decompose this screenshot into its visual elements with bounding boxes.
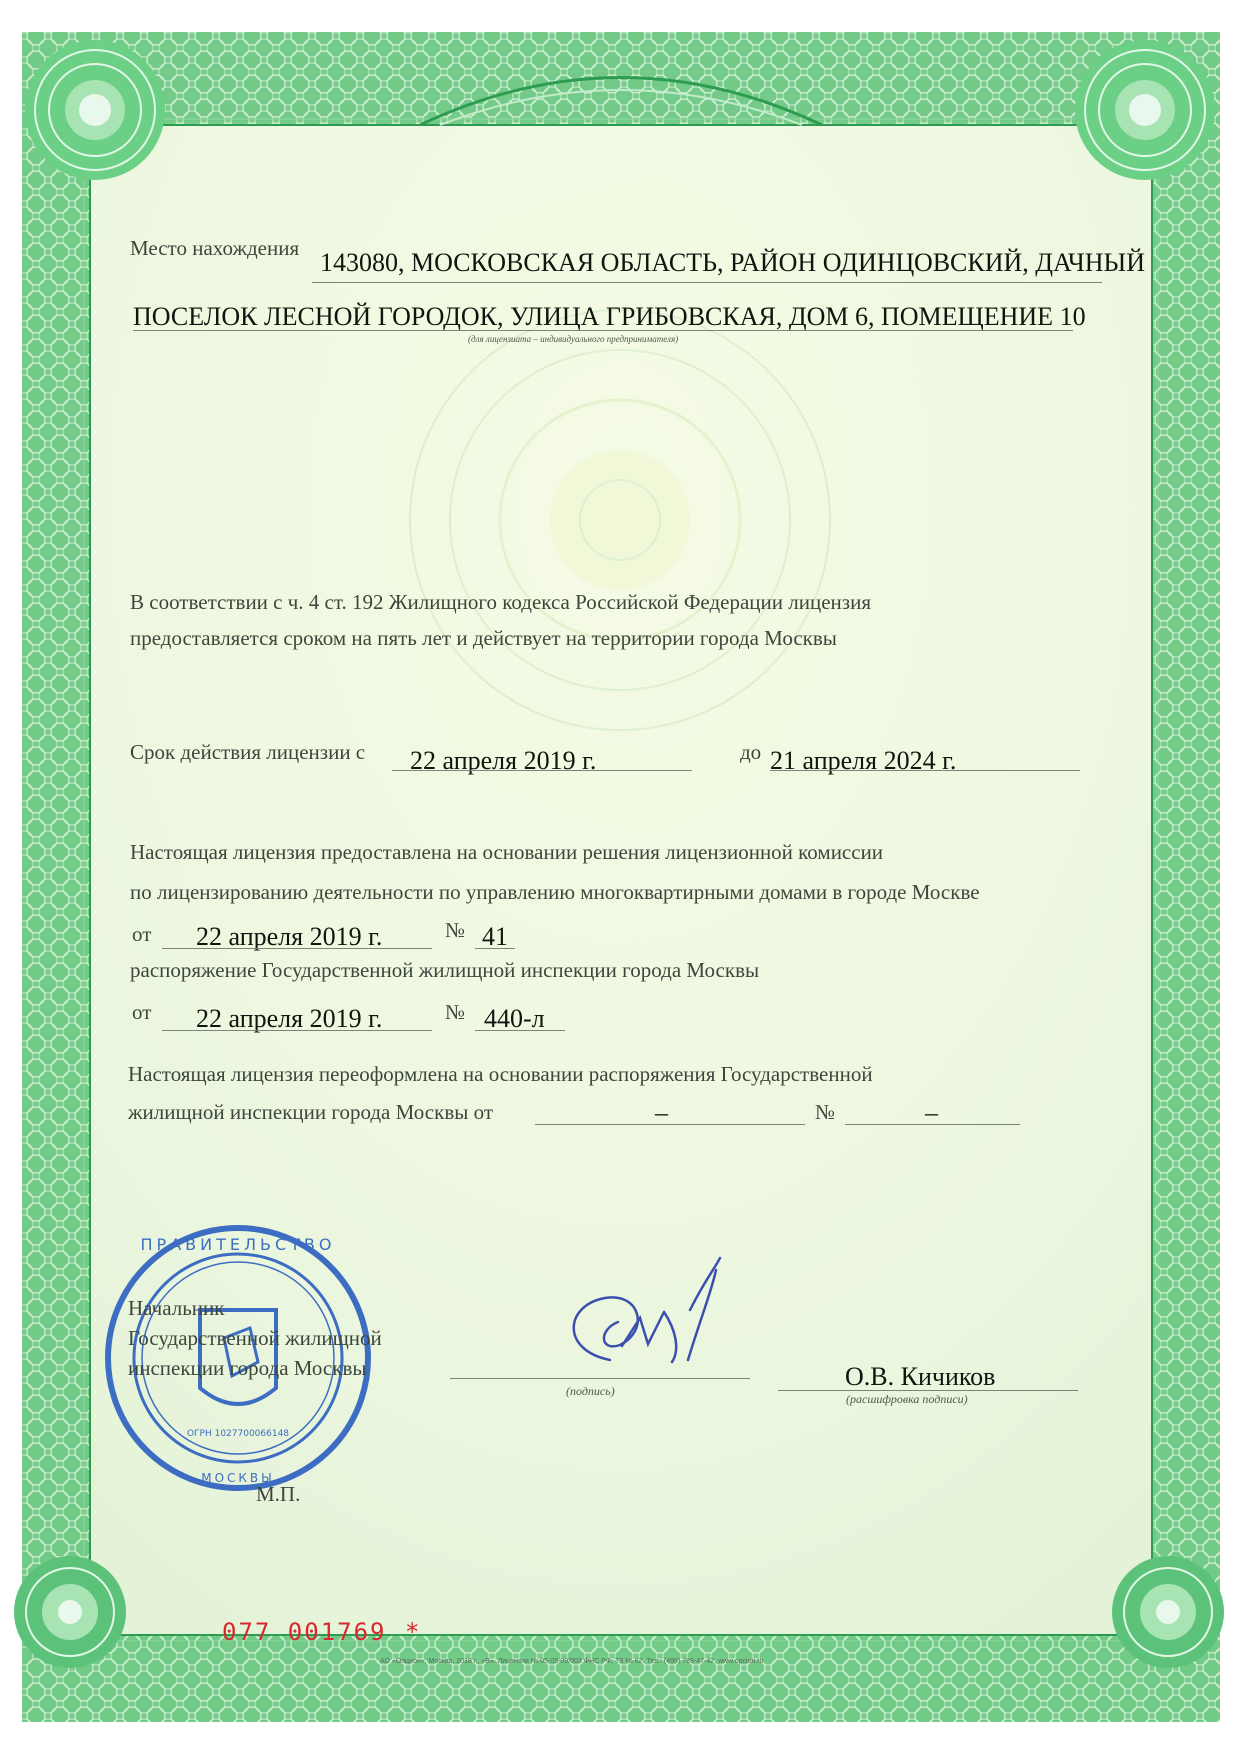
decision-date: 22 апреля 2019 г. bbox=[196, 922, 383, 951]
validity-label-to: до bbox=[740, 740, 762, 764]
border-band bbox=[22, 32, 1220, 1722]
rosette-bottom-right bbox=[1112, 1556, 1224, 1668]
address-label: Место нахождения bbox=[130, 236, 300, 260]
reissue-date: – bbox=[655, 1098, 668, 1127]
validity-from-underline bbox=[392, 770, 692, 771]
decision-line2: по лицензированию деятельности по управлению многоквартирными домами в городе Москве bbox=[130, 880, 980, 904]
order-date: 22 апреля 2019 г. bbox=[196, 1004, 383, 1033]
basis-line1: В соответствии с ч. 4 ст. 192 Жилищного кодекса Российской Федерации лицензия bbox=[130, 590, 871, 614]
signature-underline bbox=[450, 1378, 750, 1379]
validity-to-underline bbox=[770, 770, 1080, 771]
reissue-number-underline bbox=[845, 1124, 1020, 1125]
signatory-title-line1: Начальник bbox=[128, 1296, 225, 1320]
reissue-line2: жилищной инспекции города Москвы от bbox=[128, 1100, 493, 1124]
signatory-name: О.В. Кичиков bbox=[845, 1362, 996, 1391]
decision-number-underline bbox=[475, 948, 515, 949]
svg-text:МОСКВЫ: МОСКВЫ bbox=[201, 1471, 275, 1485]
signatory-name-underline bbox=[778, 1390, 1078, 1391]
decision-from-label: от bbox=[132, 922, 152, 946]
signature-hint: (подпись) bbox=[566, 1384, 615, 1398]
decision-line1: Настоящая лицензия предоставлена на основании решения лицензионной комиссии bbox=[130, 840, 884, 864]
rosette-top-left bbox=[25, 40, 165, 180]
decision-number: 41 bbox=[482, 922, 508, 951]
signatory-title-line2: Государственной жилищной bbox=[128, 1326, 382, 1350]
rosette-bottom-left bbox=[14, 1556, 126, 1668]
reissue-date-underline bbox=[535, 1124, 805, 1125]
decision-number-label: № bbox=[445, 918, 466, 942]
reissue-number: – bbox=[925, 1098, 938, 1127]
order-date-underline bbox=[162, 1030, 432, 1031]
reissue-number-label: № bbox=[815, 1100, 836, 1124]
rosette-top-right bbox=[1075, 40, 1215, 180]
address-underline-1 bbox=[312, 282, 1102, 283]
address-underline-2 bbox=[133, 330, 1073, 331]
serial-mark: * bbox=[405, 1618, 422, 1646]
stamp-label: М.П. bbox=[256, 1482, 301, 1506]
address-value-line2: ПОСЕЛОК ЛЕСНОЙ ГОРОДОК, УЛИЦА ГРИБОВСКАЯ, ДОМ 6, ПОМЕЩЕНИЕ 10 bbox=[133, 302, 1086, 331]
validity-label-from: Срок действия лицензии с bbox=[130, 740, 366, 764]
svg-text:ПРАВИТЕЛЬСТВО: ПРАВИТЕЛЬСТВО bbox=[140, 1235, 336, 1254]
validity-from-date: 22 апреля 2019 г. bbox=[410, 746, 597, 775]
order-number-label: № bbox=[445, 1000, 466, 1024]
printer-footer: АО «Опцион», Москва, 2018 г., «В». Лицензия № 05-05-09/003 ФНС РФ, ТЗ № 62. Тел.: (495) 789-47-42, www.opcion.ru bbox=[380, 1658, 764, 1665]
address-value-line1: 143080, МОСКОВСКАЯ ОБЛАСТЬ, РАЙОН ОДИНЦОВСКИЙ, ДАЧНЫЙ bbox=[320, 248, 1145, 277]
reissue-line1: Настоящая лицензия переоформлена на основании распоряжения Государственной bbox=[128, 1062, 873, 1086]
decision-date-underline bbox=[162, 948, 432, 949]
validity-to-date: 21 апреля 2024 г. bbox=[770, 746, 957, 775]
serial-number: 077 001769 bbox=[222, 1618, 387, 1646]
signatory-name-hint: (расшифровка подписи) bbox=[846, 1392, 968, 1406]
order-number-underline bbox=[475, 1030, 565, 1031]
svg-text:ОГРН 1027700066148: ОГРН 1027700066148 bbox=[186, 1429, 290, 1439]
order-from-label: от bbox=[132, 1000, 152, 1024]
address-hint: (для лицензиата – индивидуального предпринимателя) bbox=[468, 334, 679, 344]
signatory-title-line3: инспекции города Москвы bbox=[128, 1356, 367, 1380]
basis-line2: предоставляется сроком на пять лет и действует на территории города Москвы bbox=[130, 626, 837, 650]
order-line: распоряжение Государственной жилищной инспекции города Москвы bbox=[130, 958, 760, 982]
order-number: 440-л bbox=[484, 1004, 545, 1033]
